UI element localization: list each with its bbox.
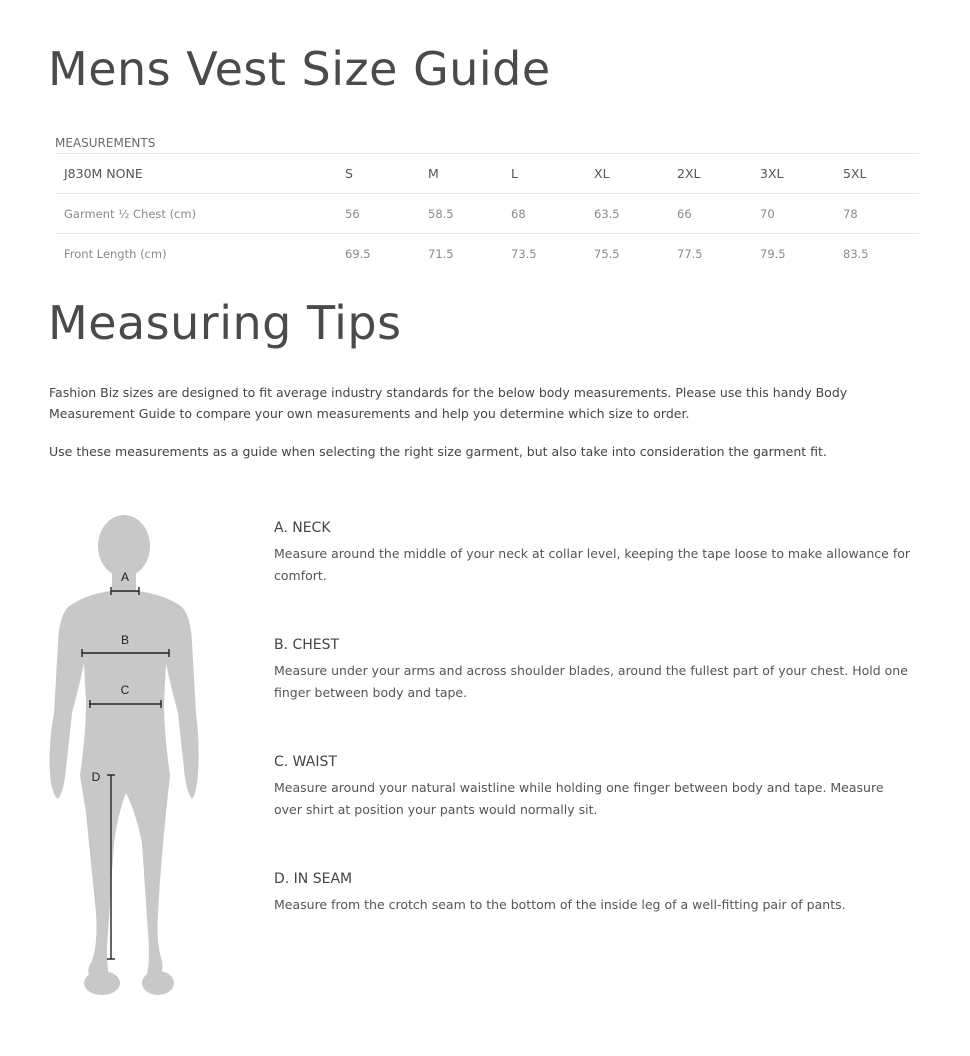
label-a: A	[120, 570, 130, 584]
header-cell-size: XL	[594, 154, 677, 194]
table-cell: 56	[345, 194, 428, 234]
header-cell-size: M	[428, 154, 511, 194]
size-table-container	[55, 134, 919, 273]
header-cell-size: 2XL	[677, 154, 760, 194]
tip-chest	[274, 635, 914, 704]
table-caption: MEASUREMENTS	[55, 134, 919, 154]
table-cell: 68	[511, 194, 594, 234]
tip-heading: A. NECK	[274, 520, 331, 536]
tip-heading: B. CHEST	[274, 637, 340, 653]
tip-text: Measure around your natural waistline while holding one finger between body and tape. Measure over shirt at position your pants would normally sit.	[274, 780, 884, 817]
table-cell: 58.5	[428, 194, 511, 234]
measuring-tips-title: Measuring Tips	[48, 296, 402, 350]
body-measurement-figure	[46, 513, 206, 1003]
tip-waist	[274, 752, 914, 821]
tip-text: Measure under your arms and across shoulder blades, around the fullest part of your chest. Hold one finger between body and tape.	[274, 663, 908, 700]
header-cell-style: J830M NONE	[55, 154, 345, 194]
size-table	[55, 154, 919, 273]
header-cell-size: 3XL	[760, 154, 843, 194]
header-cell-size: L	[511, 154, 594, 194]
body-shape	[50, 515, 199, 995]
tip-inseam	[274, 869, 914, 916]
table-row	[55, 194, 919, 234]
row-label: Garment ½ Chest (cm)	[55, 194, 345, 234]
page-title: Mens Vest Size Guide	[48, 42, 551, 96]
header-cell-size: 5XL	[843, 154, 919, 194]
body-silhouette	[46, 513, 206, 1003]
table-cell: 83.5	[843, 246, 869, 261]
header-cell-size: S	[345, 154, 428, 194]
label-d: D	[91, 770, 101, 784]
table-cell: 71.5	[428, 246, 454, 261]
tip-heading: D. IN SEAM	[274, 871, 353, 887]
table-cell: 78	[843, 194, 919, 234]
table-cell: 63.5	[594, 194, 677, 234]
table-cell: 73.5	[511, 246, 537, 261]
table-cell: 77.5	[677, 246, 703, 261]
label-b: B	[120, 633, 130, 647]
table-header-row	[55, 154, 919, 194]
label-c: C	[120, 683, 130, 697]
row-label: Front Length (cm)	[64, 246, 167, 261]
table-row	[55, 234, 919, 274]
tip-neck	[274, 518, 914, 587]
table-cell: 75.5	[594, 246, 620, 261]
table-cell: 79.5	[760, 246, 786, 261]
tip-text: Measure around the middle of your neck at collar level, keeping the tape loose to make allowance for comfort.	[274, 546, 911, 583]
table-cell: 66	[677, 194, 760, 234]
intro-paragraph: Fashion Biz sizes are designed to fit average industry standards for the below body measurements. Please use this handy Body Measurement Guide to compare your own measurements and help you determine which size to order.	[49, 385, 848, 421]
tip-text: Measure from the crotch seam to the bottom of the inside leg of a well-fitting pair of pants.	[274, 897, 846, 912]
table-cell: 69.5	[345, 246, 371, 261]
table-cell: 70	[760, 194, 843, 234]
intro-paragraph-guide: Use these measurements as a guide when selecting the right size garment, but also take into consideration the garment fit.	[49, 444, 827, 459]
tip-heading: C. WAIST	[274, 754, 337, 770]
